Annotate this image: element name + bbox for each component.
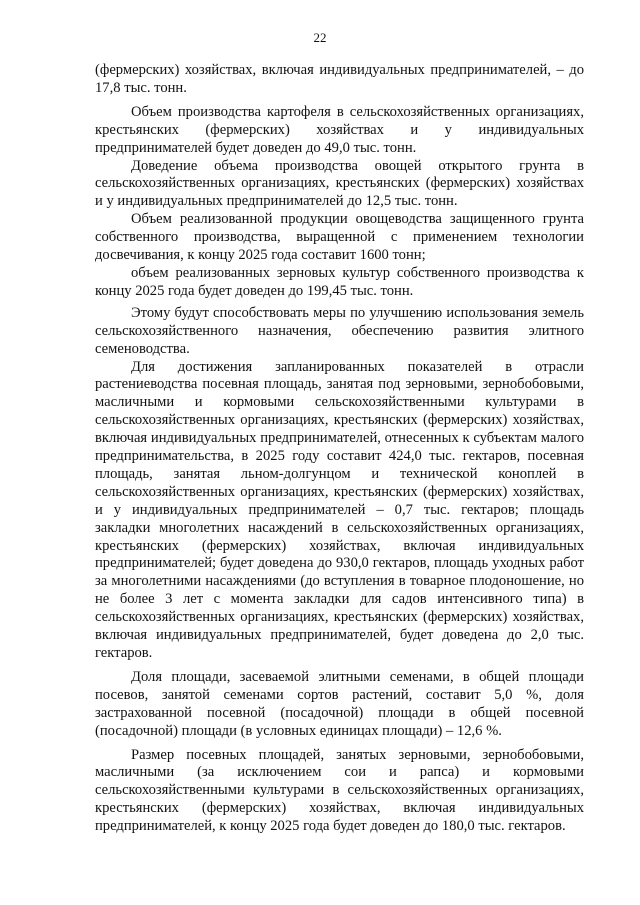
paragraph-crop-production-targets: Для достижения запланированных показателей в отрасли растениеводства посевная площадь, занятая под зерновыми, зернобобовыми, масличными и кормовыми сельскохозяйственными культурами в сельскохозяйственных организациях, крестьянских (фермерских) хозяйствах, включая индивидуальных предпринимателей, отнесенных к субъектам малого предпринимательства, в 2025 году составит 424,0 тыс. гектаров, посевная площадь, занятая льном-долгунцом и технической коноплей в сельскохозяйственных организациях, крестьянских (фермерских) хозяйствах, и у индивидуальных предпринимателей – 0,7 тыс. гектаров; площадь закладки многолетних насаждений в сельскохозяйственных организациях, крестьянских (фермерских) хозяйствах, включая индивидуальных предпринимателей; будет доведена до 930,0 гектаров, площадь уходных работ за многолетними насаждениями (до вступления в товарное плодоношение, но не более 3 лет с момента закладки для садов интенсивного типа) в сельскохозяйственных организациях, крестьянских (фермерских) хозяйствах, включая индивидуальных предпринимателей, будет доведена до 2,0 тыс. гектаров. xyxy=(95,358,584,661)
paragraph-elite-seeds-share: Доля площади, засеваемой элитными семенами, в общей площади посевов, занятой семенами сортов растений, составит 5,0 %, доля застрахованной посевной (посадочной) площади в общей посевной (посадочной) площади (в условных единицах площади) – 12,6 %. xyxy=(95,668,584,739)
paragraph-land-use-measures: Этому будут способствовать меры по улучшению использования земель сельскохозяйственного назначения, обеспечению развития элитного семеноводства. xyxy=(95,304,584,357)
paragraph-potato-production: Объем производства картофеля в сельскохозяйственных организациях, крестьянских (фермерских) хозяйствах и у индивидуальных предпринимателей будет доведен до 49,0 тыс. тонн. xyxy=(95,103,584,156)
paragraph-continuation: (фермерских) хозяйствах, включая индивидуальных предпринимателей, – до 17,8 тыс. тонн. xyxy=(95,62,584,96)
paragraph-vegetables-open-ground: Доведение объема производства овощей открытого грунта в сельскохозяйственных организациях, крестьянских (фермерских) хозяйствах и у индивидуальных предпринимателей до 12,5 тыс. тонн. xyxy=(95,157,584,210)
paragraph-greenhouse-vegetables: Объем реализованной продукции овощеводства защищенного грунта собственного производства, выращенной с применением технологии досвечивания, к концу 2025 года составит 1600 тонн; xyxy=(95,211,584,264)
page-number: 22 xyxy=(313,30,327,45)
paragraph-grain-crops: объем реализованных зерновых культур собственного производства к концу 2025 года будет доведен до 199,45 тыс. тонн. xyxy=(95,264,584,299)
document-body xyxy=(95,62,584,836)
paragraph-sown-area-size: Размер посевных площадей, занятых зерновыми, зернобобовыми, масличными (за исключением сои и рапса) и кормовыми сельскохозяйственными культурами в сельскохозяйственных организациях, крестьянских (фермерских) хозяйствах, включая индивидуальных предпринимателей, к концу 2025 года будет доведен до 180,0 тыс. гектаров. xyxy=(95,746,584,835)
